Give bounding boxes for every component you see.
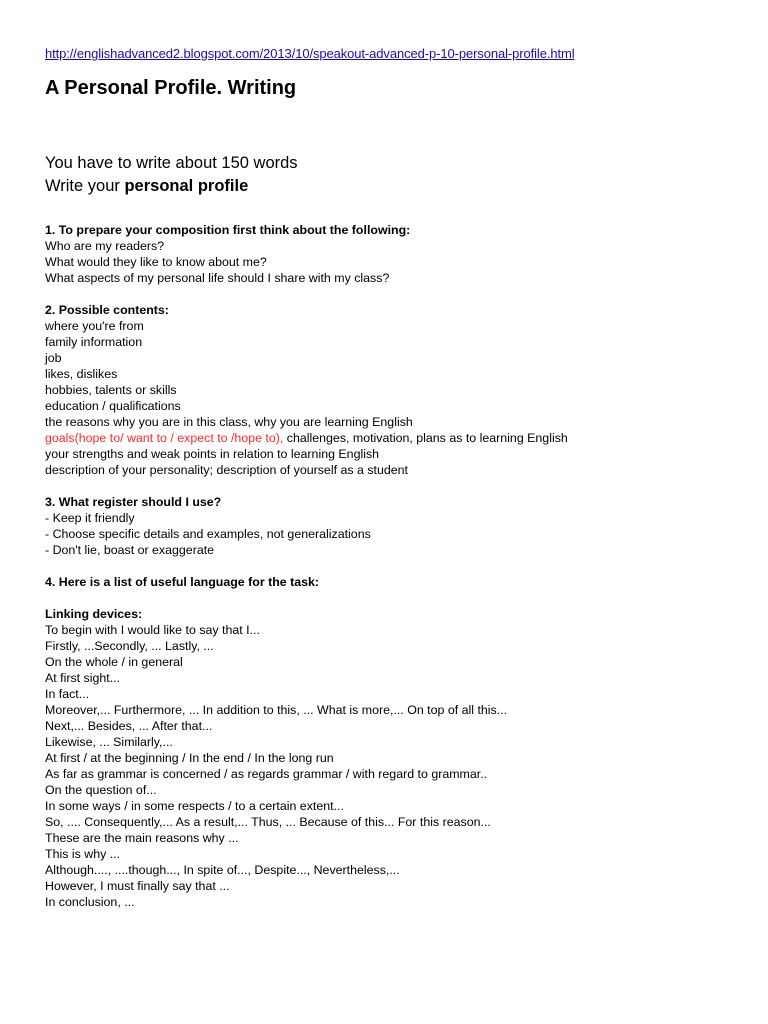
instructions-body (45, 222, 568, 910)
section2-heading: 2. Possible contents: (45, 303, 169, 317)
list-item: Although...., ....though..., In spite of..., Despite..., Nevertheless,... (45, 863, 400, 877)
section3-heading: 3. What register should I use? (45, 495, 222, 509)
list-item: On the whole / in general (45, 655, 183, 669)
list-item: Who are my readers? (45, 239, 165, 253)
list-item: At first sight... (45, 671, 121, 685)
linking-devices-heading: Linking devices: (45, 607, 143, 621)
list-item: In some ways / in some respects / to a certain extent... (45, 799, 344, 813)
list-item: What aspects of my personal life should I share with my class? (45, 271, 390, 285)
goals-rest: challenges, motivation, plans as to learning English (283, 431, 568, 445)
intro-task-prefix: Write your (45, 177, 125, 195)
list-item: So, .... Consequently,... As a result,... Thus, ... Because of this... For this reason... (45, 815, 491, 829)
list-item: However, I must finally say that ... (45, 879, 230, 893)
list-item: As far as grammar is concerned / as regards grammar / with regard to grammar.. (45, 767, 488, 781)
intro-task-bold: personal profile (124, 177, 249, 195)
list-item: Likewise, ... Similarly,... (45, 735, 173, 749)
intro-task (45, 175, 298, 198)
list-item: your strengths and weak points in relation to learning English (45, 447, 380, 461)
list-item: Moreover,... Furthermore, ... In addition to this, ... What is more,... On top of all this... (45, 703, 508, 717)
list-item: In fact... (45, 687, 90, 701)
list-item: likes, dislikes (45, 367, 118, 381)
section1-heading: 1. To prepare your composition first think about the following: (45, 223, 411, 237)
list-item: Next,... Besides, ... After that... (45, 719, 213, 733)
intro-word-count: You have to write about 150 words (45, 154, 298, 172)
list-item: job (45, 351, 62, 365)
list-item: In conclusion, ... (45, 895, 135, 909)
spacer (45, 590, 568, 606)
list-item: What would they like to know about me? (45, 255, 267, 269)
list-item: the reasons why you are in this class, why you are learning English (45, 415, 413, 429)
list-item: - Keep it friendly (45, 511, 135, 525)
section4-heading: 4. Here is a list of useful language for the task: (45, 575, 320, 589)
list-item: To begin with I would like to say that I... (45, 623, 260, 637)
list-item: On the question of... (45, 783, 157, 797)
list-item: This is why ... (45, 847, 121, 861)
spacer (45, 558, 568, 574)
list-item: - Choose specific details and examples, not generalizations (45, 527, 371, 541)
source-link[interactable]: http://englishadvanced2.blogspot.com/2013/10/speakout-advanced-p-10-personal-profile.html (45, 46, 575, 61)
spacer (45, 478, 568, 494)
spacer (45, 286, 568, 302)
list-item: hobbies, talents or skills (45, 383, 177, 397)
page-title: A Personal Profile. Writing (45, 77, 297, 99)
list-item: family information (45, 335, 143, 349)
intro-block (45, 152, 298, 198)
goals-highlight: goals(hope to/ want to / expect to /hope to), (45, 431, 284, 445)
list-item: - Don't lie, boast or exaggerate (45, 543, 215, 557)
list-item: These are the main reasons why ... (45, 831, 239, 845)
goals-item (45, 430, 568, 446)
list-item: where you're from (45, 319, 144, 333)
list-item: Firstly, ...Secondly, ... Lastly, ... (45, 639, 214, 653)
list-item: description of your personality; description of yourself as a student (45, 463, 408, 477)
list-item: education / qualifications (45, 399, 181, 413)
list-item: At first / at the beginning / In the end / In the long run (45, 751, 334, 765)
